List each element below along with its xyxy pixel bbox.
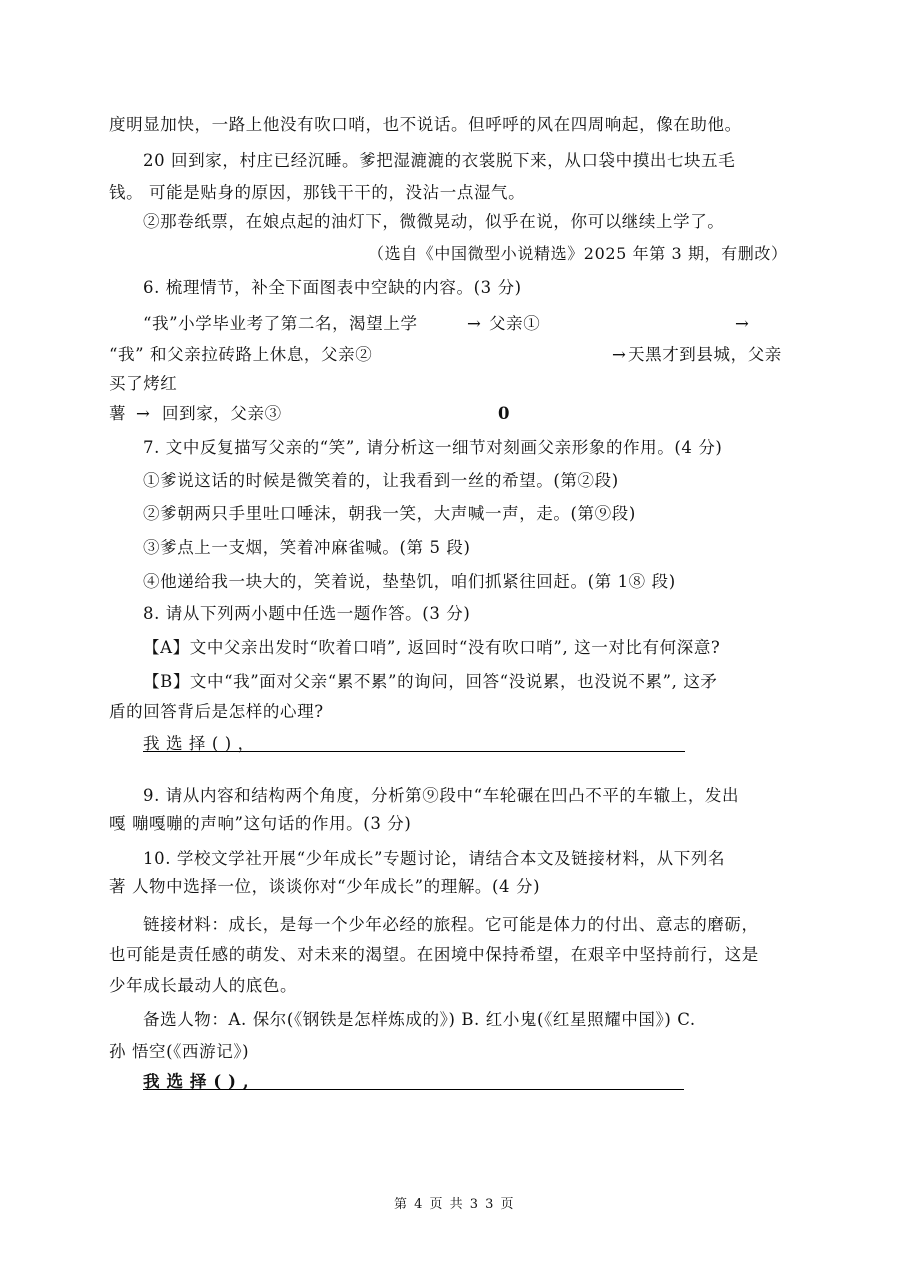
answer-choice-1: 我 选 择 ( ) ， xyxy=(143,734,255,753)
flow-step-3-cont: 买了烤红 xyxy=(109,374,178,393)
arrow-right-icon: → xyxy=(612,345,627,364)
question-9: 9. 请从内容和结构两个角度，分析第⑨段中“车轮碾在凹凸不平的车辙上，发出 xyxy=(143,786,740,805)
flow-blank-1: 父亲① xyxy=(489,314,541,333)
link-material: 链接材料：成长，是每一个少年必经的旅程。它可能是体力的付出、意志的磨砺， xyxy=(143,915,759,934)
paragraph-20: 20 回到家，村庄已经沉睡。爹把湿漉漉的衣裳脱下来，从口袋中摸出七块五毛 xyxy=(143,151,736,170)
flow-end-mark: 0 xyxy=(498,404,511,423)
quote-2: ②爹朝两只手里吐口唾沫，朝我一笑，大声喊一声，走。(第⑨段) xyxy=(143,504,636,523)
arrow-right-icon: → xyxy=(467,314,482,333)
flow-step-3: 天黑才到县城，父亲 xyxy=(628,345,782,364)
quote-4: ④他递给我一块大的，笑着说，垫垫饥，咱们抓紧往回赶。(第 1⑧ 段) xyxy=(143,572,676,591)
question-7: 7. 文中反复描写父亲的“笑”, 请分析这一细节对刻画父亲形象的作用。(4 分) xyxy=(143,438,723,457)
link-material-cont: 也可能是责任感的萌发、对未来的渴望。在困境中保持希望，在艰辛中坚持前行，这是 xyxy=(109,945,759,964)
question-10: 10. 学校文学社开展“少年成长”专题讨论，请结合本文及链接材料，从下列名 xyxy=(143,849,726,868)
option-b: 【B】文中“我”面对父亲“累不累”的询问，回答“没说累，也没说不累”, 这矛 xyxy=(143,672,718,691)
answer-choice-2: 我 选 择 ( ) , xyxy=(143,1072,250,1091)
flow-blank-3: 回到家，父亲③ xyxy=(162,404,282,423)
question-10-cont: 著 人物中选择一位，谈谈你对“少年成长”的理解。(4 分) xyxy=(109,877,541,896)
text-line: 钱。 可能是贴身的原因，那钱干干的，没沾一点湿气。 xyxy=(109,183,526,202)
flow-step-1: “我”小学毕业考了第二名，渴望上学 xyxy=(143,314,418,333)
source-citation: （选自《中国微型小说精选》2025 年第 3 期，有删改） xyxy=(368,244,788,263)
option-b-cont: 盾的回答背后是怎样的心理? xyxy=(109,702,324,721)
arrow-right-icon: → xyxy=(136,404,151,423)
page-footer: 第 4 页 共 3 3 页 xyxy=(393,1197,516,1212)
option-a: 【A】文中父亲出发时“吹着口哨”, 返回时“没有吹口哨”, 这一对比有何深意? xyxy=(143,638,721,657)
arrow-right-icon: → xyxy=(735,314,750,333)
flow-step-3-end: 薯 xyxy=(109,404,127,423)
flow-step-2: “我” 和父亲拉砖路上休息，父亲② xyxy=(109,345,373,364)
quote-1: ①爹说这话的时候是微笑着的，让我看到一丝的希望。(第②段) xyxy=(143,471,619,490)
question-6: 6. 梳理情节，补全下面图表中空缺的内容。(3 分) xyxy=(143,278,522,297)
candidate-list: 备选人物：A. 保尔(《钢铁是怎样炼成的》) B. 红小鬼(《红星照耀中国》) C. xyxy=(143,1010,696,1029)
candidate-list-cont: 孙 悟空(《西游记》) xyxy=(109,1042,250,1061)
answer-line-2[interactable] xyxy=(143,1089,684,1090)
question-9-cont: 嘎 嘣嘎嘣的声响”这句话的作用。(3 分) xyxy=(109,814,412,833)
paragraph-21: ②那卷纸票，在娘点起的油灯下，微微晃动，似乎在说，你可以继续上学了。 xyxy=(143,212,725,231)
link-material-end: 少年成长最动人的底色。 xyxy=(109,976,298,995)
question-8: 8. 请从下列两小题中任选一题作答。(3 分) xyxy=(143,604,471,623)
quote-3: ③爹点上一支烟，笑着冲麻雀喊。(第 5 段) xyxy=(143,538,471,557)
text-line: 度明显加快，一路上他没有吹口哨，也不说话。但呼呼的风在四周响起，像在助他。 xyxy=(109,115,742,134)
answer-line-1[interactable] xyxy=(143,751,685,752)
